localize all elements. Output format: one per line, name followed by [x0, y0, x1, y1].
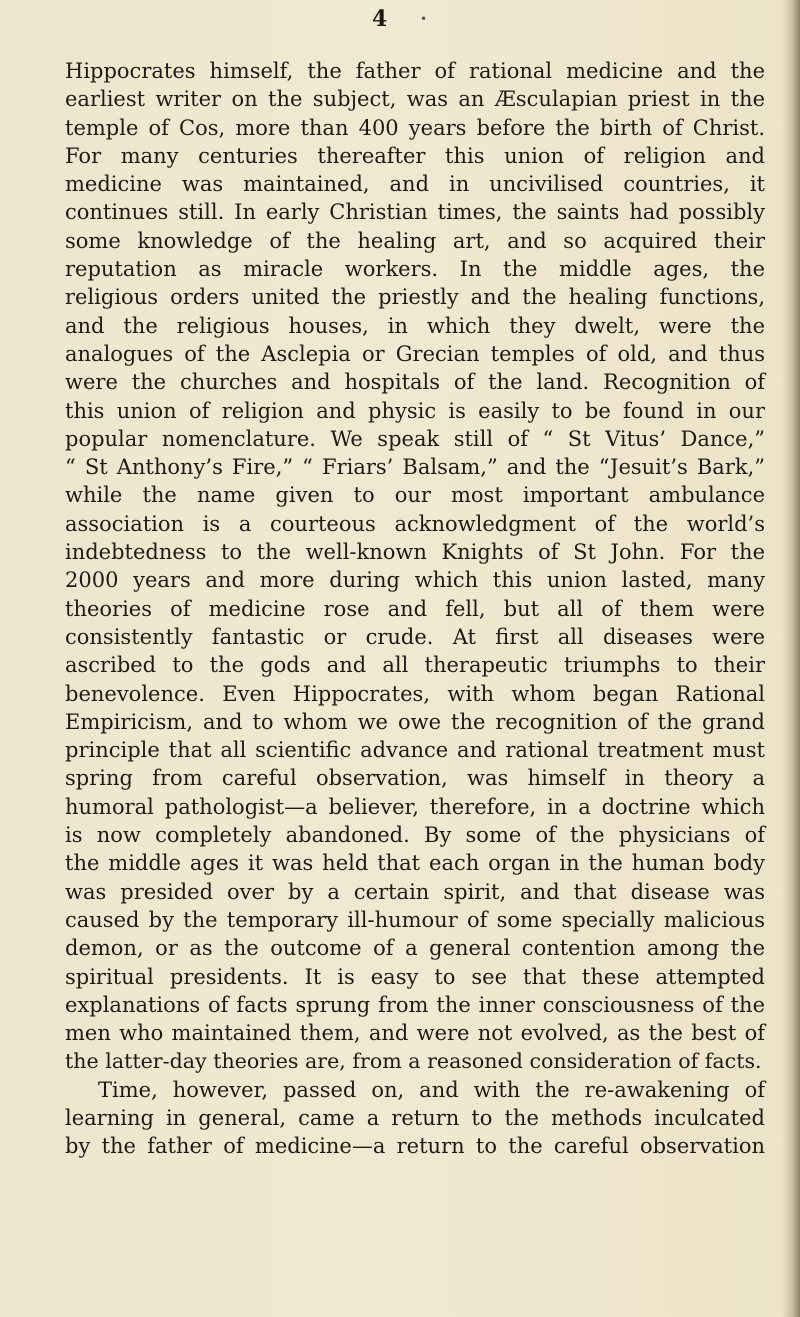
text-line: ascribed to the gods and all therapeutic triumphs to their	[65, 653, 765, 678]
text-line: reputation as miracle workers. In the middle ages, the	[65, 257, 765, 282]
text-line: some knowledge of the healing art, and so acquired their	[65, 228, 765, 253]
text-line: For many centuries thereafter this union of religion and	[65, 143, 765, 168]
text-line: analogues of the Asclepia or Grecian temples of old, and thus	[65, 341, 765, 366]
text-line: 2000 years and more during which this union lasted, many	[65, 568, 765, 593]
text-line: association is a courteous acknowledgment of the world’s	[65, 511, 765, 536]
text-line: men who maintained them, and were not evolved, as the best of	[65, 1021, 765, 1046]
text-line: demon, or as the outcome of a general contention among the	[65, 936, 765, 961]
text-line: this union of religion and physic is easily to be found in our	[65, 398, 765, 423]
text-line: was presided over by a certain spirit, and that disease was	[65, 879, 765, 904]
text-line: popular nomenclature. We speak still of “ St Vitus’ Dance,”	[65, 426, 765, 451]
text-line: while the name given to our most important ambulance	[65, 483, 765, 508]
text-line: medicine was maintained, and in uncivilised countries, it	[65, 172, 765, 197]
text-line: religious orders united the priestly and the healing functions,	[65, 285, 765, 310]
text-line: benevolence. Even Hippocrates, with whom began Rational	[65, 681, 765, 706]
text-line: learning in general, came a return to the methods inculcated	[65, 1105, 765, 1130]
body-text	[65, 57, 765, 1161]
text-line: spiritual presidents. It is easy to see that these attempted	[65, 964, 765, 989]
text-line: theories of medicine rose and fell, but all of them were	[65, 596, 765, 621]
text-line: indebtedness to the well-known Knights of St John. For the	[65, 540, 765, 565]
text-line: Hippocrates himself, the father of rational medicine and the	[65, 59, 765, 83]
text-line: the latter-day theories are, from a reasoned consideration of facts.	[65, 1049, 762, 1074]
text-line: were the churches and hospitals of the land. Recognition of	[65, 370, 765, 395]
page-edge-shadow	[782, 0, 800, 1317]
text-line: spring from careful observation, was himself in theory a	[65, 766, 765, 791]
text-line: caused by the temporary ill-humour of some specially malicious	[65, 907, 765, 932]
text-line: temple of Cos, more than 400 years before the birth of Christ.	[65, 115, 765, 140]
page-mark: •	[420, 12, 428, 26]
text-line: Time, however, passed on, and with the re-awakening of	[98, 1077, 765, 1102]
text-line: humoral pathologist—a believer, therefore, in a doctrine which	[65, 794, 765, 819]
text-line: consistently fantastic or crude. At first all diseases were	[65, 624, 765, 649]
text-line: principle that all scientific advance and rational treatment must	[65, 738, 765, 763]
text-line: and the religious houses, in which they dwelt, were the	[65, 313, 765, 338]
page-number: 4	[372, 6, 389, 32]
text-line: Empiricism, and to whom we owe the recognition of the grand	[65, 709, 765, 734]
text-line: is now completely abandoned. By some of the physicians of	[65, 823, 765, 848]
text-line: by the father of medicine—a return to the careful observation	[65, 1134, 765, 1159]
text-line: earliest writer on the subject, was an Æsculapian priest in the	[65, 87, 765, 112]
text-line: the middle ages it was held that each organ in the human body	[65, 851, 765, 876]
text-line: “ St Anthony’s Fire,” “ Friars’ Balsam,” and the “Jesuit’s Bark,”	[65, 455, 765, 480]
text-line: continues still. In early Christian times, the saints had possibly	[65, 200, 765, 225]
text-line: explanations of facts sprung from the inner consciousness of the	[65, 992, 765, 1017]
